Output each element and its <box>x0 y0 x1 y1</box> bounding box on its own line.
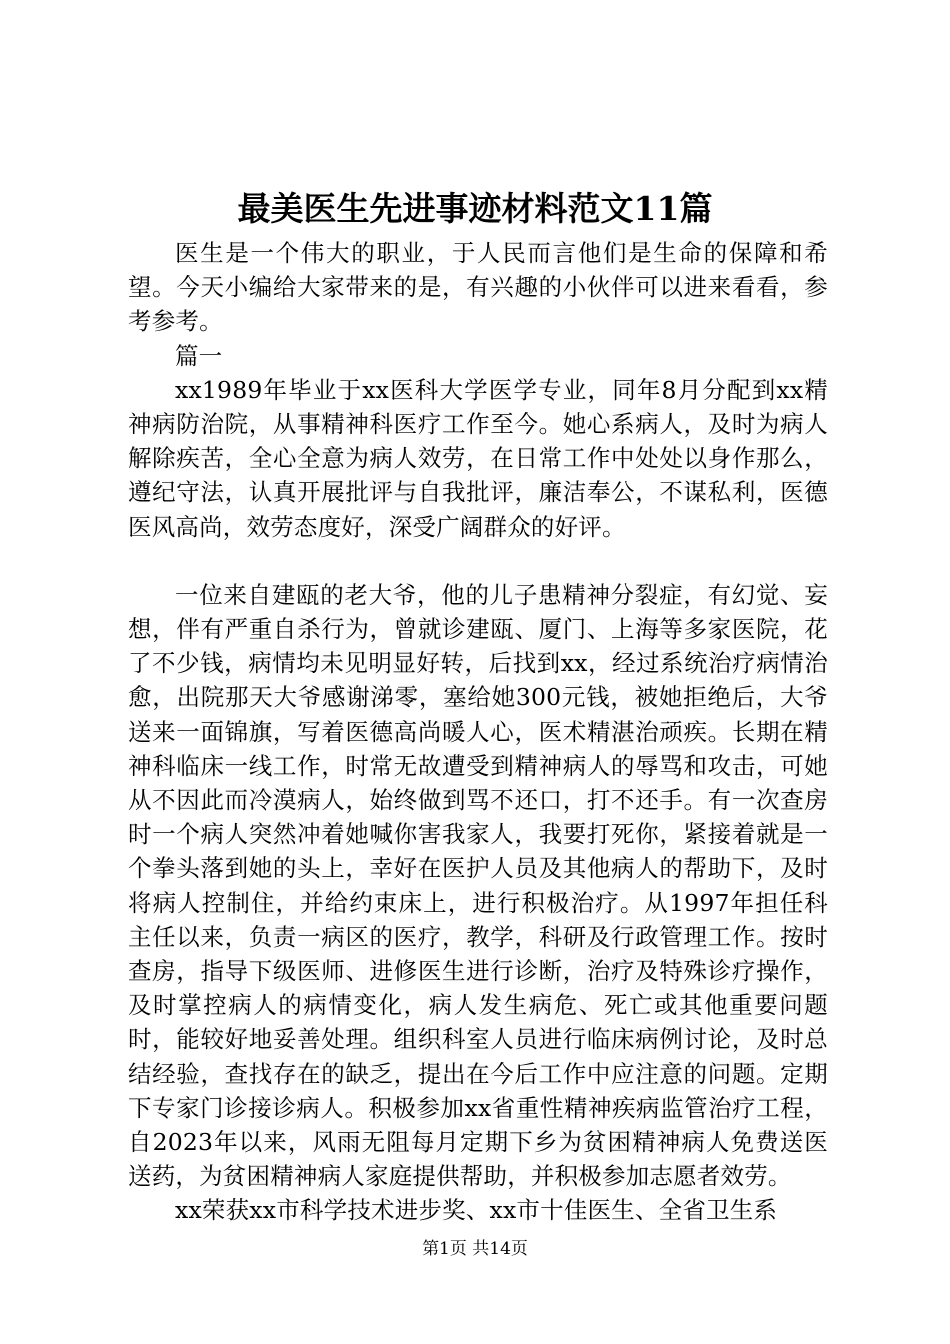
body-paragraph: xx荣获xx市科学技术进步奖、xx市十佳医生、全省卫生系 <box>175 1196 778 1225</box>
body-paragraph: xx1989年毕业于xx医科大学医学专业，同年8月分配到xx精神病防治院，从事精神科医疗工作至今。她心系病人，及时为病人解除疾苦，全心全意为病人效劳，在日常工作中处处以身作那么，遵纪守法，认真开展批评与自我批评，廉洁奉公，不谋私利，医德医风高尚，效劳态度好，深受广阔群众的好评。 <box>128 375 828 541</box>
page-number-footer: 第1页 共14页 <box>422 1239 528 1259</box>
document-body <box>128 236 828 1228</box>
document-title: 最美医生先进事迹材料范文11篇 <box>237 189 713 228</box>
body-paragraph: 一位来自建瓯的老大爷，他的儿子患精神分裂症，有幻觉、妄想，伴有严重自杀行为，曾就诊建瓯、厦门、上海等多家医院，花了不少钱，病情均未见明显好转，后找到xx，经过系统治疗病情治愈，出院那天大爷感谢涕零，塞给她300元钱，被她拒绝后，大爷送来一面锦旗，写着医德高尚暖人心，医术精湛治顽疾。长期在精神科临床一线工作，时常无故遭受到精神病人的辱骂和攻击，可她从不因此而冷漠病人，始终做到骂不还口，打不还手。有一次查房时一个病人突然冲着她喊你害我家人，我要打死你，紧接着就是一个拳头落到她的头上，幸好在医护人员及其他病人的帮助下，及时将病人控制住，并给约束床上，进行积极治疗。从1997年担任科主任以来，负责一病区的医疗，教学，科研及行政管理工作。按时查房，指导下级医师、进修医生进行诊断，治疗及特殊诊疗操作，及时掌控病人的病情变化，病人发生病危、死亡或其他重要问题时，能较好地妥善处理。组织科室人员进行临床病例讨论，及时总结经验，查找存在的缺乏，提出在今后工作中应注意的问题。定期下专家门诊接诊病人。积极参加xx省重性精神疾病监管治疗工程，自2023年以来，风雨无阻每月定期下乡为贫困精神病人免费送医送药，为贫困精神病人家庭提供帮助，并积极参加志愿者效劳。 <box>128 580 828 1191</box>
intro-paragraph: 医生是一个伟大的职业，于人民而言他们是生命的保障和希望。今天小编给大家带来的是，有兴趣的小伙伴可以进来看看，参考参考。 <box>128 239 828 336</box>
section-heading: 篇一 <box>175 341 223 370</box>
